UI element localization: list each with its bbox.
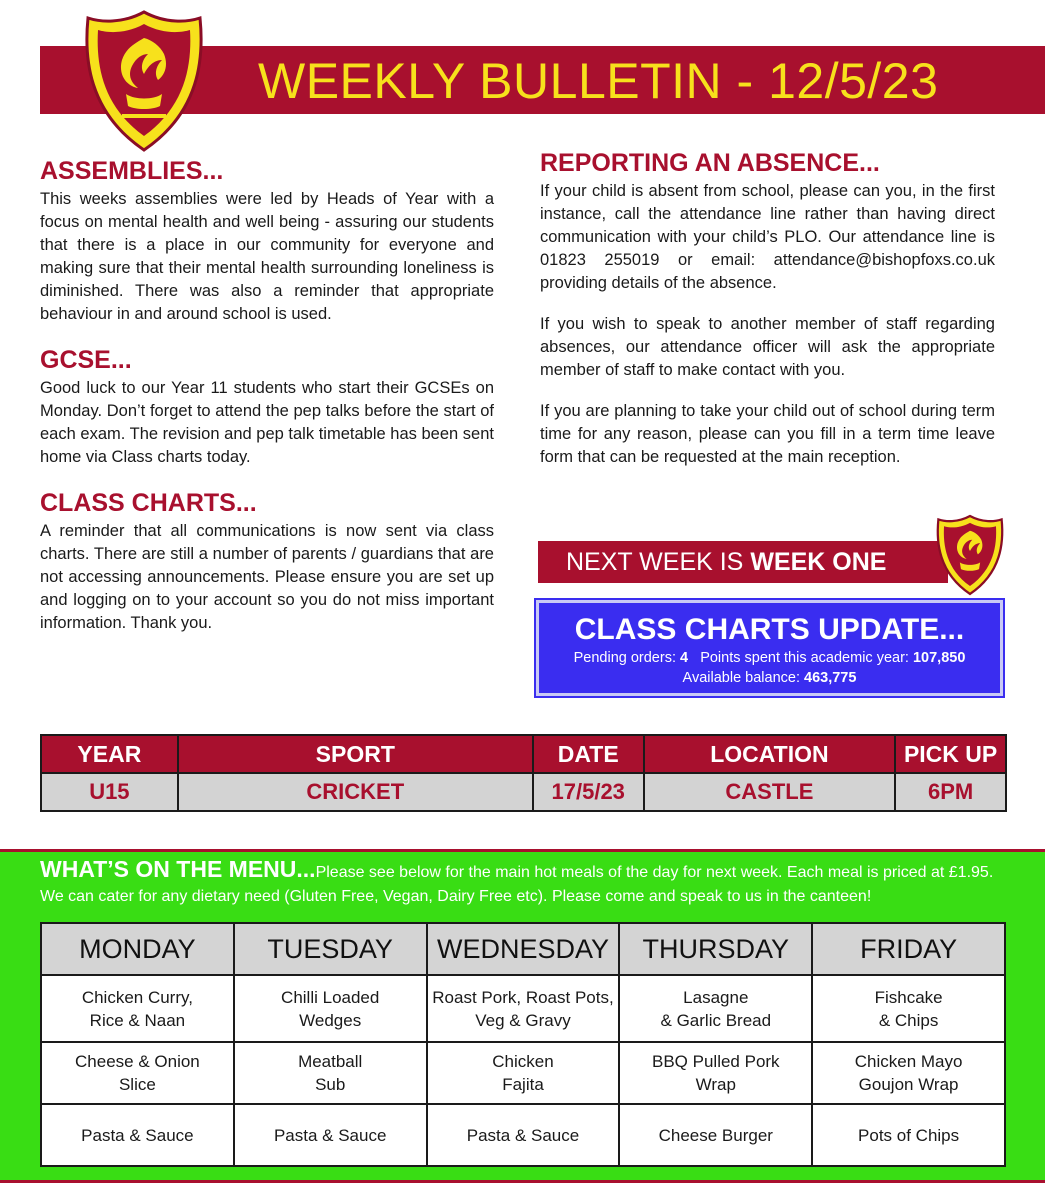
menu-item-line: & Chips [878,1010,939,1030]
assemblies-text: This weeks assemblies were led by Heads of Year with a focus on mental health and well being - assuring our students that there is a place in our community for everyone and making sure that their mental health surrounding loneliness is diminished. There was also a reminder that appropriate behaviour in and around school is used. [40,190,494,323]
menu-item: Pots of Chips [812,1104,1005,1166]
menu-item-line: Rice & Naan [89,1010,186,1030]
absence-heading: REPORTING AN ABSENCE... [540,149,880,177]
menu-table [40,922,1006,1167]
menu-item [427,975,620,1042]
menu-intro [40,857,1012,909]
menu-item [812,1042,1005,1104]
menu-item: Pasta & Sauce [427,1104,620,1166]
absence-paragraph-2: If you wish to speak to another member of staff regarding absences, our attendance officer will ask the appropriate member of staff to make contact with you. [540,315,995,379]
column-header: DATE [533,735,644,773]
menu-row [41,1042,1005,1104]
school-crest-logo [82,8,206,154]
page-title: WEEKLY BULLETIN - 12/5/23 [258,53,939,109]
menu-item-line: Sub [315,1075,346,1094]
available-balance-line [539,668,1000,688]
menu-item-line: Wrap [695,1075,736,1094]
day-header: TUESDAY [234,923,427,975]
day-header: FRIDAY [812,923,1005,975]
menu-row [41,975,1005,1042]
class-charts-update-box [536,600,1003,696]
gcse-heading: GCSE... [40,346,132,374]
day-header: THURSDAY [619,923,812,975]
menu-item [619,1042,812,1104]
table-cell: U15 [41,773,178,811]
menu-row [41,1104,1005,1166]
menu-item-line: Slice [118,1075,156,1094]
next-week-prefix: NEXT WEEK IS [566,548,744,576]
next-week-value: WEEK ONE [750,548,887,576]
menu-item: Cheese Burger [619,1104,812,1166]
school-crest-small-logo [935,513,1005,597]
available-balance-value: 463,775 [804,670,857,686]
table-cell: 17/5/23 [533,773,644,811]
table-header-row [41,735,1006,773]
menu-item-line: BBQ Pulled Pork [652,1052,780,1071]
menu-item-line: Chicken Mayo [854,1052,963,1071]
menu-item [234,975,427,1042]
menu-item-line: Fishcake [874,987,943,1007]
table-cell: CRICKET [178,773,533,811]
menu-item [41,1042,234,1104]
table-cell: CASTLE [644,773,896,811]
menu-item [234,1042,427,1104]
column-header: LOCATION [644,735,896,773]
class-charts-stats-line [539,648,1000,668]
column-header: SPORT [178,735,533,773]
menu-item-line: Roast Pork, Roast Pots, [432,987,614,1007]
column-header: PICK UP [895,735,1006,773]
menu-item-line: Chilli Loaded [281,987,380,1007]
menu-item: Pasta & Sauce [41,1104,234,1166]
pending-orders-value: 4 [680,650,689,666]
column-header: YEAR [41,735,178,773]
class-charts-text: A reminder that all communications is now sent via class charts. There are still a number of parents / guardians that are not accessing announcements. Please ensure you are set up and logging on to your account so you do not miss important information. Thank you. [40,522,494,632]
menu-bottom-rule [0,1180,1045,1200]
menu-item-line: & Garlic Bread [660,1010,772,1030]
menu-item-line: Chicken [492,1052,554,1071]
points-spent-label: Points spent this academic year: [700,650,909,666]
menu-item-line: Meatball [298,1052,363,1071]
class-charts-update-title: CLASS CHARTS UPDATE... [574,613,965,646]
menu-item [427,1042,620,1104]
menu-item [41,975,234,1042]
menu-item-line: Chicken Curry, [81,987,193,1007]
menu-item [619,975,812,1042]
menu-item-line: Goujon Wrap [858,1075,959,1094]
absence-paragraph-3: If you are planning to take your child out of school during term time for any reason, please can you fill in a term time leave form that can be requested at the main reception. [540,402,995,466]
day-header: WEDNESDAY [427,923,620,975]
menu-days-row [41,923,1005,975]
menu-item-line: Veg & Gravy [475,1010,571,1030]
class-charts-heading: CLASS CHARTS... [40,489,257,517]
menu-intro-text: Please see below for the main hot meals of the day for next week. Each meal is priced at £1.95. We can cater for any dietary need (Gluten Free, Vegan, Dairy Free etc). Please come and speak to us in the canteen! [40,864,994,905]
menu-item-line: Wedges [299,1010,362,1030]
menu-item-line: Lasagne [683,987,749,1007]
available-balance-label: Available balance: [682,670,800,686]
menu-item-line: Fajita [502,1075,544,1094]
right-column [540,148,995,487]
menu-item: Pasta & Sauce [234,1104,427,1166]
day-header: MONDAY [41,923,234,975]
gcse-text: Good luck to our Year 11 students who start their GCSEs on Monday. Don’t forget to attend the pep talks before the start of each exam. The revision and pep talk timetable has been sent home via Class charts today. [40,379,494,466]
menu-item-line: Cheese & Onion [75,1052,200,1071]
menu-item [812,975,1005,1042]
pending-orders-label: Pending orders: [573,650,676,666]
left-column [40,156,494,654]
table-cell: 6PM [895,773,1006,811]
sports-fixtures-table [40,734,1007,812]
next-week-banner [538,541,948,583]
points-spent-value: 107,850 [912,650,966,666]
absence-paragraph-1: If your child is absent from school, please can you, in the first instance, call the attendance line rather than having direct communication with your child’s PLO. Our attendance line is 01823 255019 or email: attendance@bishopfoxs.co.uk providing details of the absence. [540,182,995,292]
table-row [41,773,1006,811]
assemblies-heading: ASSEMBLIES... [40,157,224,185]
menu-heading: WHAT’S ON THE MENU... [40,856,316,882]
